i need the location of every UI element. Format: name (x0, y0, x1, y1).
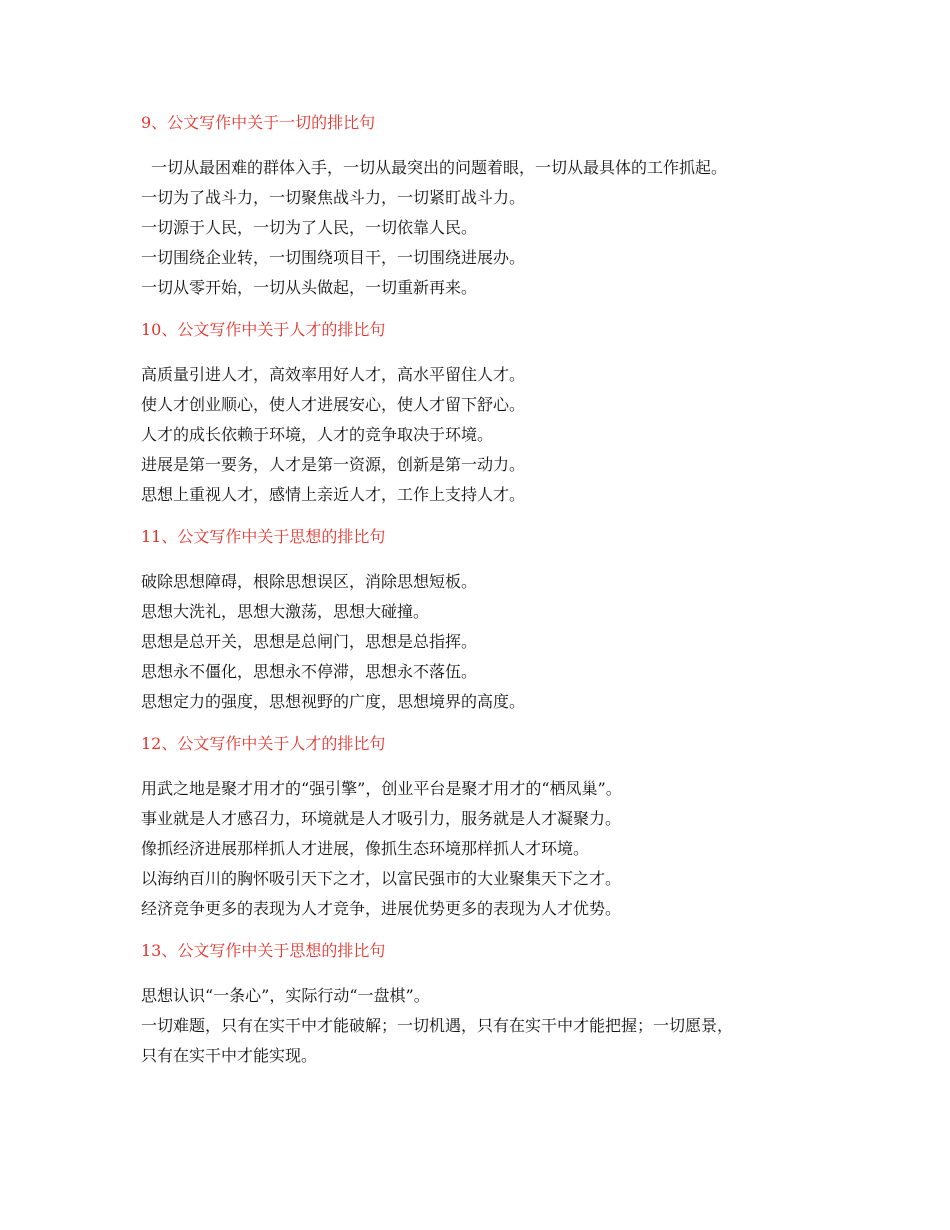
text-line: 一切为了战斗力，一切聚焦战斗力，一切紧盯战斗力。 (141, 188, 526, 207)
text-line: 一切源于人民，一切为了人民，一切依靠人民。 (141, 218, 478, 237)
text-line: 人才的成长依赖于环境，人才的竞争取决于环境。 (141, 425, 494, 444)
text-line: 思想定力的强度，思想视野的广度，思想境界的高度。 (141, 692, 526, 711)
text-line: 一切从最困难的群体入手，一切从最突出的问题着眼，一切从最具体的工作抓起。 (151, 158, 728, 177)
section-10 (141, 315, 811, 510)
text-line: 高质量引进人才，高效率用好人才，高水平留住人才。 (141, 365, 526, 384)
section-heading: 9、公文写作中关于一切的排比句 (141, 113, 376, 132)
text-line: 像抓经济进展那样抓人才进展，像抓生态环境那样抓人才环境。 (141, 839, 590, 858)
section-heading: 13、公文写作中关于思想的排比句 (141, 941, 386, 960)
section-heading: 10、公文写作中关于人才的排比句 (141, 320, 386, 339)
text-line: 思想永不僵化，思想永不停滞，思想永不落伍。 (141, 662, 478, 681)
text-line: 只有在实干中才能实现。 (141, 1046, 318, 1065)
section-lines (141, 567, 811, 717)
text-line: 思想上重视人才，感情上亲近人才，工作上支持人才。 (141, 485, 526, 504)
text-line: 思想是总开关，思想是总闸门，思想是总指挥。 (141, 632, 478, 651)
text-line: 用武之地是聚才用才的“强引擎”，创业平台是聚才用才的“栖凤巢”。 (141, 779, 622, 798)
text-line: 进展是第一要务，人才是第一资源，创新是第一动力。 (141, 455, 526, 474)
text-line: 经济竞争更多的表现为人才竞争，进展优势更多的表现为人才优势。 (141, 899, 622, 918)
text-line: 以海纳百川的胸怀吸引天下之才，以富民强市的大业聚集天下之才。 (141, 869, 622, 888)
section-12 (141, 729, 811, 924)
text-line: 思想大洗礼，思想大激荡，思想大碰撞。 (141, 602, 430, 621)
section-9 (141, 108, 811, 303)
text-line: 思想认识“一条心”，实际行动“一盘棋”。 (141, 986, 430, 1005)
text-line: 一切从零开始，一切从头做起，一切重新再来。 (141, 278, 478, 297)
section-11 (141, 522, 811, 717)
text-line: 使人才创业顺心，使人才进展安心，使人才留下舒心。 (141, 395, 526, 414)
text-line: 破除思想障碍，根除思想误区，消除思想短板。 (141, 572, 478, 591)
section-13 (141, 936, 811, 1071)
text-line: 一切围绕企业转，一切围绕项目干，一切围绕进展办。 (141, 248, 526, 267)
section-heading: 11、公文写作中关于思想的排比句 (141, 527, 386, 546)
section-lines (141, 360, 811, 510)
document-content (141, 108, 811, 1083)
text-line: 一切难题，只有在实干中才能破解；一切机遇，只有在实干中才能把握；一切愿景， (141, 1016, 734, 1035)
section-lines (141, 774, 811, 924)
text-line: 事业就是人才感召力，环境就是人才吸引力，服务就是人才凝聚力。 (141, 809, 622, 828)
section-heading: 12、公文写作中关于人才的排比句 (141, 734, 386, 753)
section-lines (141, 153, 811, 303)
section-lines (141, 981, 811, 1071)
